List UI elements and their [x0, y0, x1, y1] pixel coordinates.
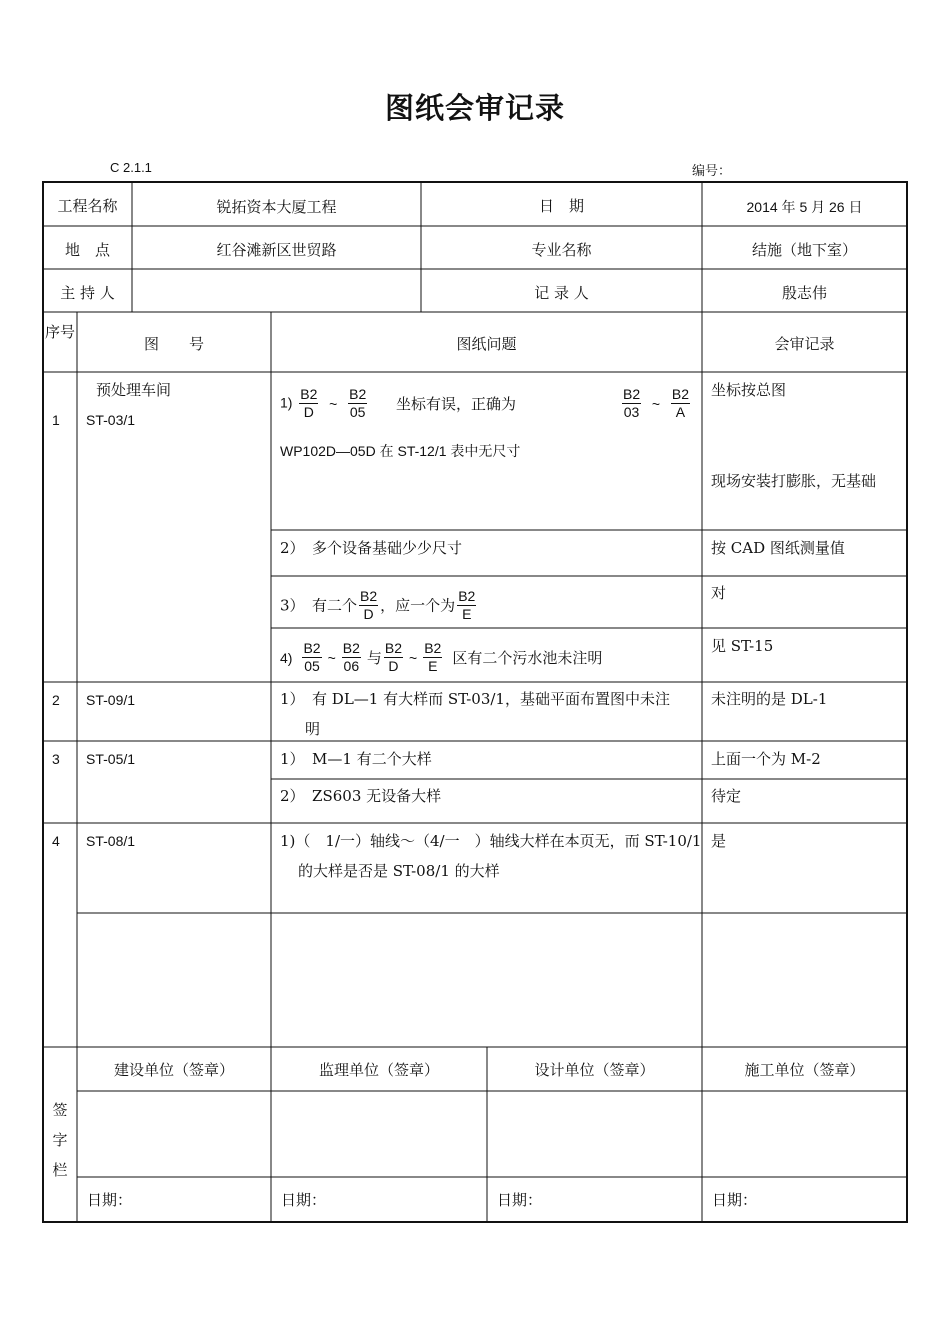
row1-item1-issue: 1) $\frac{B2}{D}$ ~ $\frac{B2}{05}$ 坐标有误，正确为 [280, 386, 517, 420]
location-label: 地 点 [64, 241, 110, 259]
row3-item1-issue: 1） M—1 有二个大样 [280, 750, 432, 768]
project-name-value: 锐拓资本大厦工程 [216, 198, 337, 216]
date-label: 日 期 [538, 197, 584, 215]
row1-item3-record: 对 [711, 584, 727, 602]
row3-seq: 3 [52, 751, 60, 767]
row1-item1-record: 坐标按总图 [711, 381, 787, 399]
record-column-header: 会审记录 [774, 335, 835, 353]
row3-item1-record: 上面一个为 M-2 [711, 750, 821, 768]
specialty-value: 结施（地下室） [751, 241, 857, 259]
date-value: 2014 年 5 月 26 日 [746, 199, 863, 215]
row4-item1-issue-line2: 的大样是否是 ST-08/1 的大样 [298, 862, 500, 880]
issue-column-header: 图纸问题 [456, 335, 517, 353]
row1-item4-issue: 4) $\frac{B2}{05}$ ~ $\frac{B2}{06}$ 与 $\frac{B2}{D}$ ~ $\frac{B2}{E}$ 区有二个污水池未注明 [280, 640, 603, 674]
host-label: 主 持 人 [60, 284, 115, 302]
row1-item2-record: 按 CAD 图纸测量值 [711, 539, 845, 557]
sign-date-designer: 日期： [497, 1191, 543, 1209]
sign-unit-owner: 建设单位（签章） [113, 1061, 234, 1079]
row1-drawing-name: 预处理车间 [96, 381, 172, 399]
page-title: 图纸会审记录 [384, 91, 565, 125]
row1-item3-issue: 3） 有二个 $\frac{B2}{D}$ ，应一个为 $\frac{B2}{E}$ [280, 588, 476, 622]
row3-item2-record: 待定 [711, 787, 742, 805]
form-code: C 2.1.1 [110, 160, 152, 175]
sign-date-supervisor: 日期： [281, 1191, 327, 1209]
sign-label: 签 字 栏 [52, 1101, 68, 1179]
project-name-label: 工程名称 [57, 197, 118, 215]
sign-unit-supervisor: 监理单位（签章） [318, 1061, 439, 1079]
sign-unit-contractor: 施工单位（签章） [744, 1061, 865, 1079]
row1-item4-record: 见 ST-15 [711, 637, 774, 655]
row2-drawing-number: ST-09/1 [86, 692, 136, 708]
row2-item1-issue: 1） 有 DL—1 有大样而 ST-03/1，基础平面布置图中未注 [280, 690, 670, 708]
seq-column-header: 序号 [44, 323, 75, 341]
sign-date-contractor: 日期： [712, 1191, 758, 1209]
row2-item1-issue-line2: 明 [305, 720, 321, 738]
row4-item1-issue: 1)（ 1/一）轴线～（4/一 ）轴线大样在本页无，而 ST-10/1 [280, 832, 702, 850]
row1-item1-record2: 现场安装打膨胀，无基础 [711, 472, 877, 490]
serial-number-label: 编号： [692, 163, 732, 178]
recorder-value: 殷志伟 [781, 284, 827, 302]
row3-drawing-number: ST-05/1 [86, 751, 136, 767]
sign-unit-designer: 设计单位（签章） [534, 1061, 655, 1079]
row1-seq: 1 [52, 412, 60, 428]
row4-seq: 4 [52, 833, 60, 849]
row4-drawing-number: ST-08/1 [86, 833, 136, 849]
row1-item1-correct-coords: $\frac{B2}{03}$ ~ $\frac{B2}{A}$ [623, 386, 689, 420]
specialty-label: 专业名称 [531, 241, 592, 259]
row1-item1-issue-line2: WP102D—05D 在 ST-12/1 表中无尺寸 [280, 443, 521, 459]
recorder-label: 记 录 人 [534, 284, 589, 302]
row1-drawing-number: ST-03/1 [86, 412, 136, 428]
row4-item1-record: 是 [711, 832, 727, 850]
row3-item2-issue: 2） ZS603 无设备大样 [280, 787, 442, 805]
row1-item2-issue: 2） 多个设备基础少少尺寸 [280, 539, 463, 557]
row2-item1-record: 未注明的是 DL-1 [711, 690, 828, 708]
drawing-column-header: 图 号 [143, 335, 204, 353]
location-value: 红谷滩新区世贸路 [216, 241, 337, 259]
sign-date-owner: 日期： [87, 1191, 133, 1209]
row2-seq: 2 [52, 692, 60, 708]
